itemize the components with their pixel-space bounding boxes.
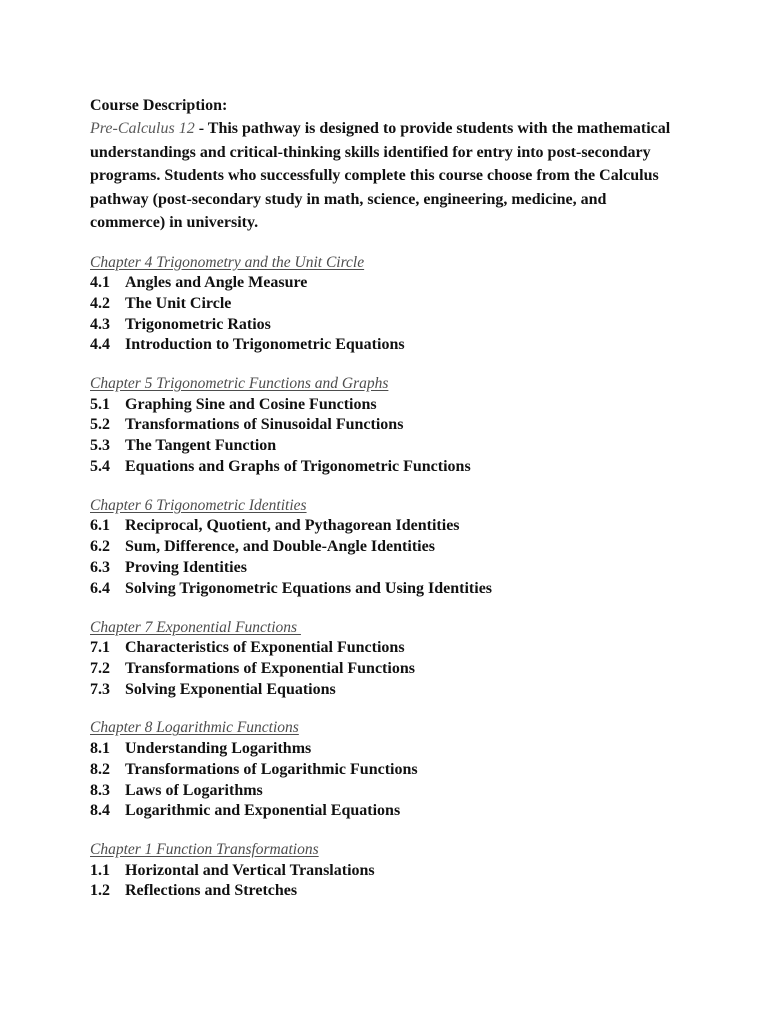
section-number: 1.2	[90, 882, 110, 900]
section-title: The Tangent Function	[125, 437, 277, 455]
chapter-title: Chapter 7 Exponential Functions	[90, 618, 301, 636]
section-item	[90, 801, 680, 822]
chapter-block	[90, 374, 680, 478]
section-item	[90, 395, 680, 416]
section-title: Graphing Sine and Cosine Functions	[125, 395, 377, 413]
section-item	[90, 415, 680, 436]
chapter-block	[90, 618, 680, 701]
chapter-title: Chapter 4 Trigonometry and the Unit Circle	[90, 253, 365, 271]
section-title: Horizontal and Vertical Translations	[125, 861, 375, 879]
chapter-title: Chapter 5 Trigonometric Functions and Graphs	[90, 375, 389, 393]
section-item	[90, 294, 680, 315]
chapter-block	[90, 840, 680, 902]
section-title: Solving Trigonometric Equations and Using Identities	[125, 579, 493, 597]
section-item	[90, 760, 680, 781]
section-number: 6.2	[90, 538, 110, 556]
section-number: 4.3	[90, 315, 110, 333]
section-item	[90, 861, 680, 882]
section-title: Characteristics of Exponential Functions	[125, 639, 405, 657]
section-title: Transformations of Logarithmic Functions	[125, 760, 418, 778]
section-item	[90, 335, 680, 356]
section-item	[90, 436, 680, 457]
course-name: Pre-Calculus 12	[90, 120, 195, 137]
section-item	[90, 739, 680, 760]
section-number: 5.4	[90, 458, 110, 476]
section-item	[90, 579, 680, 600]
chapter-list	[90, 253, 680, 903]
section-title: Logarithmic and Exponential Equations	[125, 802, 401, 820]
section-item	[90, 638, 680, 659]
section-number: 6.1	[90, 517, 110, 535]
section-number: 5.3	[90, 437, 110, 455]
section-title: Solving Exponential Equations	[125, 680, 336, 698]
section-title: Reciprocal, Quotient, and Pythagorean Identities	[125, 517, 460, 535]
section-number: 8.4	[90, 802, 110, 820]
section-title: Introduction to Trigonometric Equations	[125, 336, 405, 354]
section-title: Transformations of Exponential Functions	[125, 659, 415, 677]
chapter-block	[90, 253, 680, 357]
section-number: 7.2	[90, 659, 110, 677]
chapter-title: Chapter 6 Trigonometric Identities	[90, 496, 307, 514]
section-title: Reflections and Stretches	[125, 882, 298, 900]
section-title: Trigonometric Ratios	[125, 315, 271, 333]
section-number: 8.2	[90, 760, 110, 778]
section-number: 7.1	[90, 639, 110, 657]
chapter-title: Chapter 8 Logarithmic Functions	[90, 719, 299, 737]
chapter-block	[90, 496, 680, 600]
section-title: Equations and Graphs of Trigonometric Functions	[125, 458, 471, 476]
section-number: 6.3	[90, 558, 110, 576]
section-title: Proving Identities	[125, 558, 247, 576]
chapter-title: Chapter 1 Function Transformations	[90, 841, 319, 859]
section-item	[90, 516, 680, 537]
section-number: 8.3	[90, 781, 110, 799]
course-description-paragraph	[90, 117, 675, 235]
section-title: The Unit Circle	[125, 294, 232, 312]
section-item	[90, 881, 680, 902]
course-description-heading: Course Description:	[90, 97, 228, 114]
section-item	[90, 680, 680, 701]
section-title: Understanding Logarithms	[125, 739, 312, 757]
section-number: 5.2	[90, 416, 110, 434]
section-number: 4.2	[90, 294, 110, 312]
section-item	[90, 273, 680, 294]
section-title: Angles and Angle Measure	[125, 274, 308, 291]
section-number: 4.1	[90, 274, 110, 291]
section-item	[90, 659, 680, 680]
section-title: Transformations of Sinusoidal Functions	[125, 416, 404, 434]
course-description-text: - This pathway is designed to provide students with the mathematical understandings and critical-thinking skills identified for entry into post-secondary programs. Students who successfully complete this course choose from the Calculus pathway (post-secondary study in math, science, engineering, medicine, and commerce) in university.	[90, 120, 671, 231]
section-number: 7.3	[90, 680, 110, 698]
section-item	[90, 315, 680, 336]
section-title: Laws of Logarithms	[125, 781, 263, 799]
chapter-block	[90, 718, 680, 822]
section-item	[90, 537, 680, 558]
section-number: 8.1	[90, 739, 110, 757]
document-page	[90, 94, 680, 902]
section-number: 1.1	[90, 861, 110, 879]
section-item	[90, 781, 680, 802]
section-item	[90, 558, 680, 579]
section-number: 6.4	[90, 579, 110, 597]
section-number: 5.1	[90, 395, 110, 413]
section-item	[90, 457, 680, 478]
section-title: Sum, Difference, and Double-Angle Identities	[125, 538, 435, 556]
section-number: 4.4	[90, 336, 110, 354]
